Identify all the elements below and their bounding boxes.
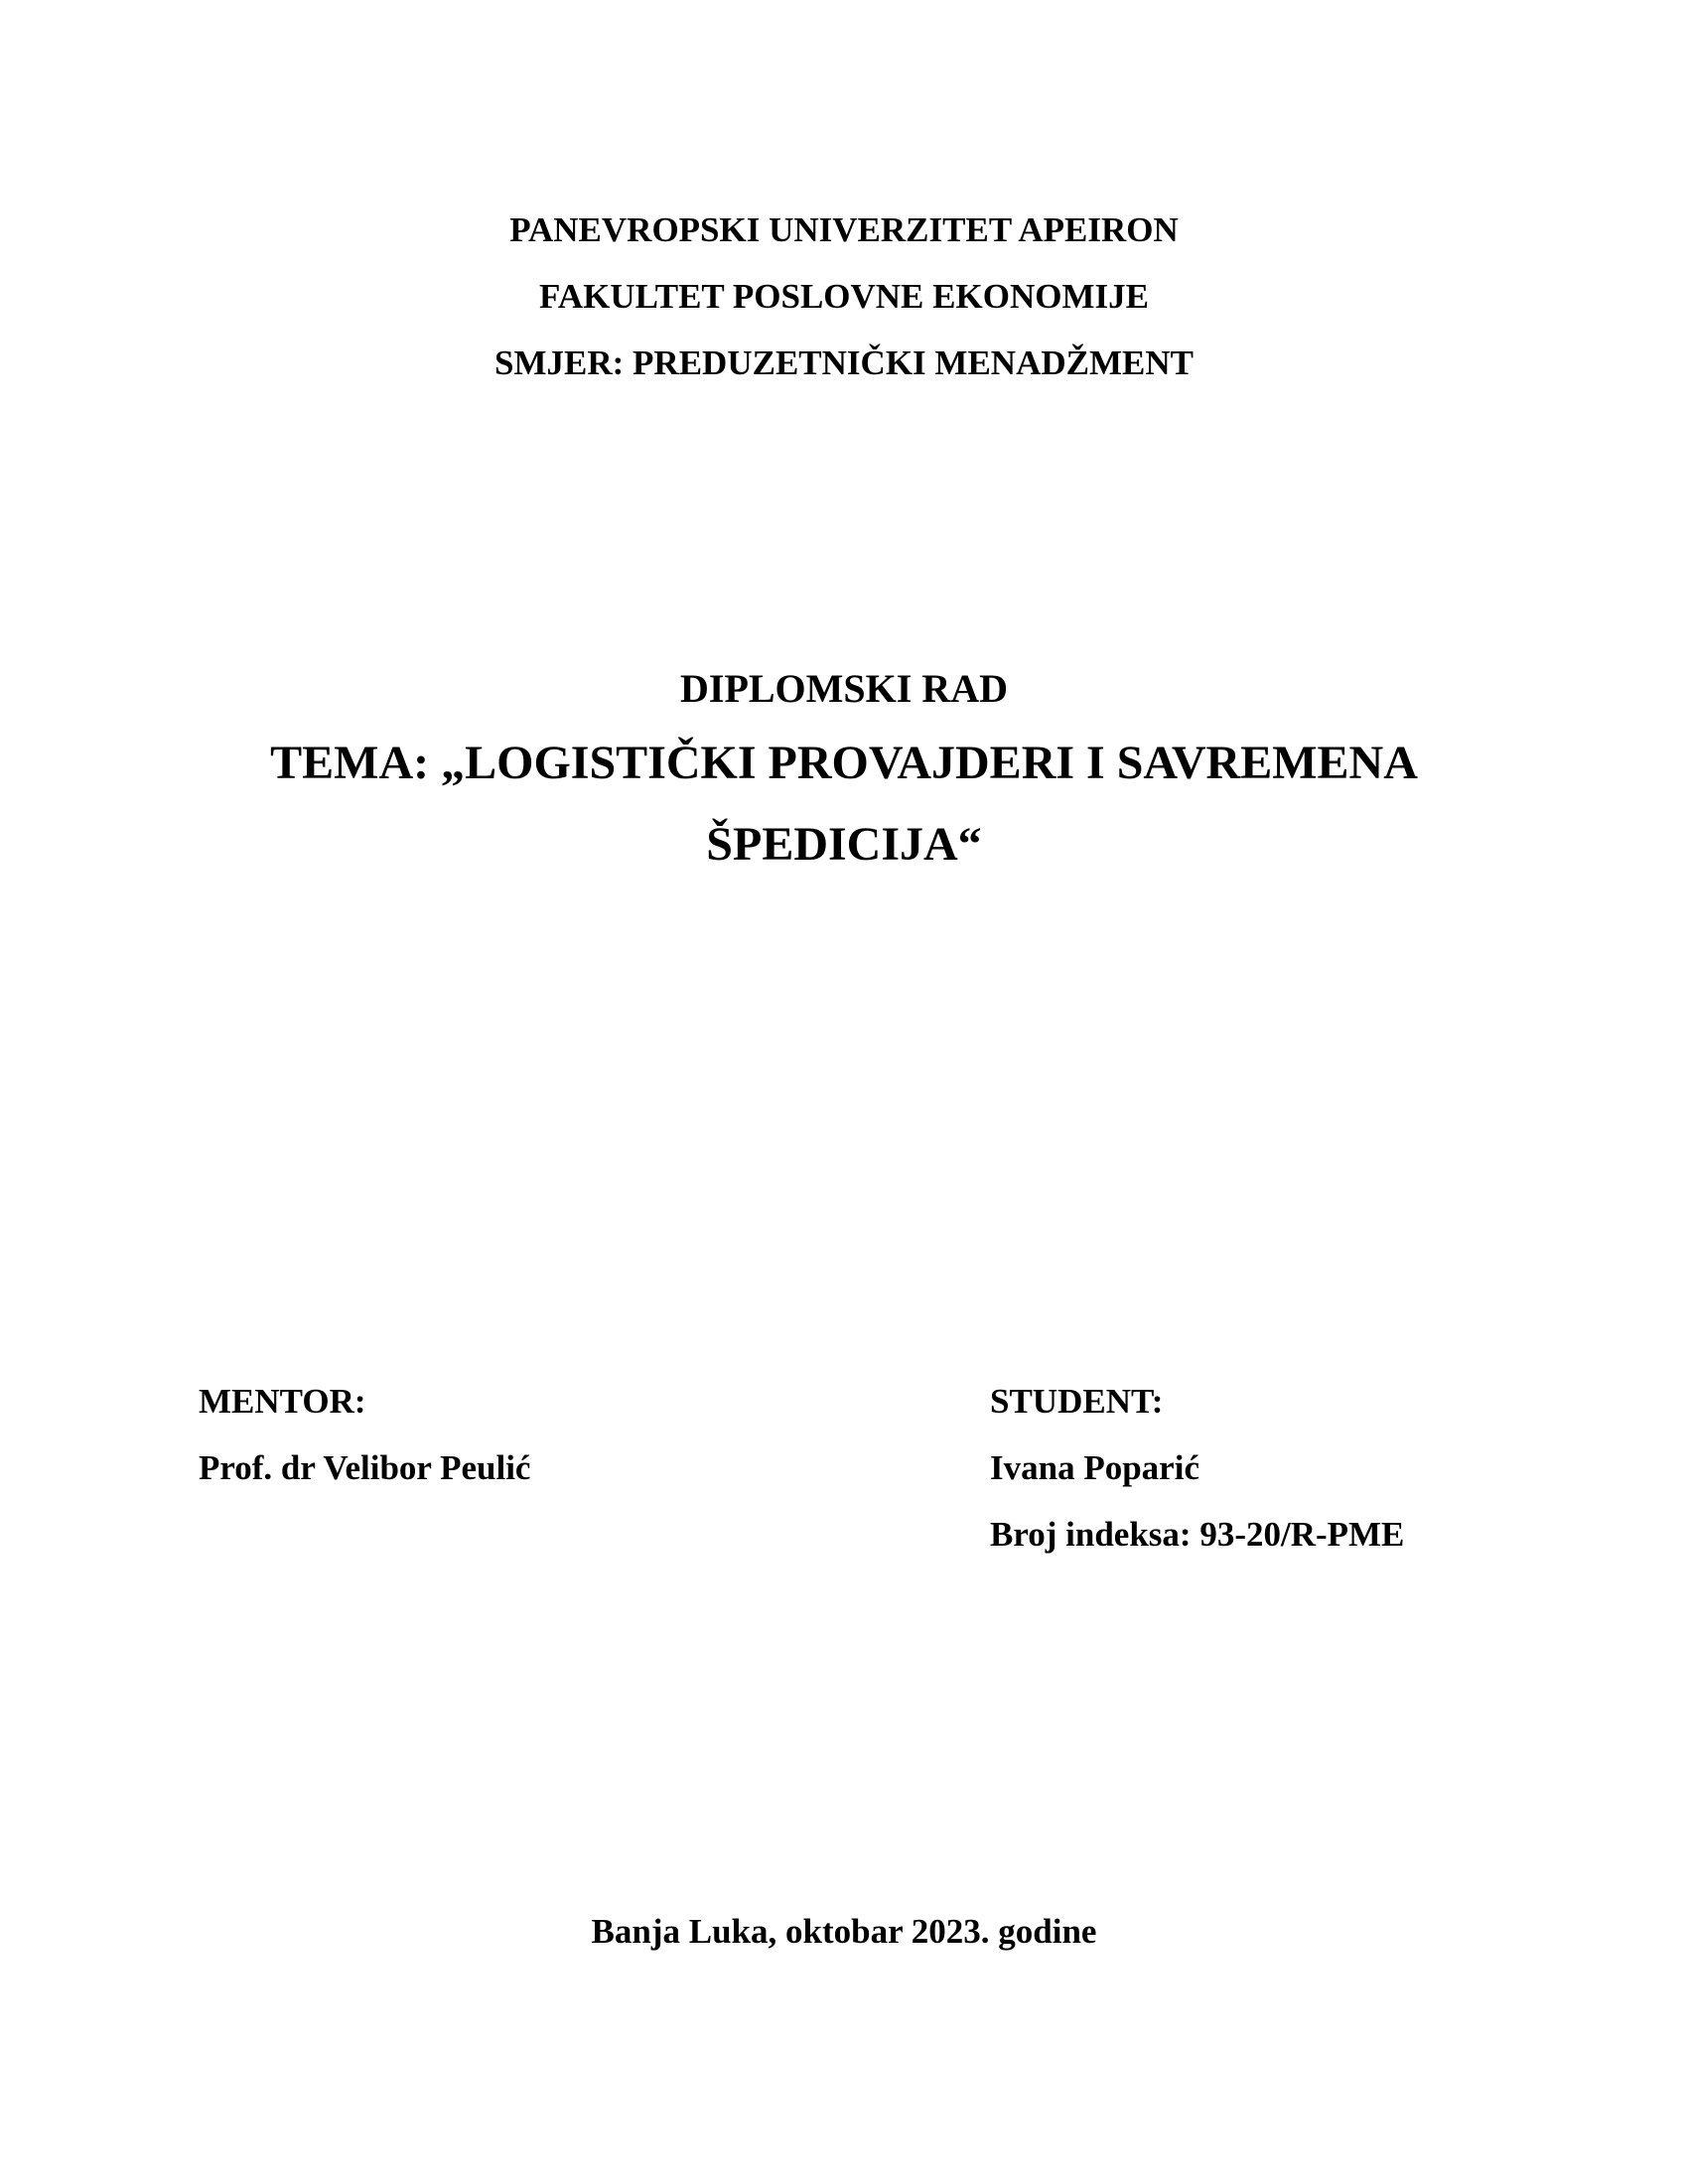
student-index-number: Broj indeksa: 93-20/R-PME (990, 1515, 1405, 1554)
study-major: SMJER: PREDUZETNIČKI MENADŽMENT (494, 343, 1194, 382)
thesis-topic-line-2: ŠPEDICIJA“ (706, 818, 982, 871)
student-name: Ivana Poparić (990, 1448, 1199, 1487)
document-header (0, 197, 1688, 396)
signature-section (0, 1368, 1688, 1567)
place-and-date: Banja Luka, oktobar 2023. godine (591, 1912, 1097, 1951)
thesis-title-block (0, 655, 1688, 886)
thesis-topic (199, 723, 1489, 886)
student-block (990, 1368, 1404, 1568)
mentor-label: MENTOR: (199, 1382, 366, 1421)
faculty-name: FAKULTET POSLOVNE EKONOMIJE (539, 277, 1149, 316)
university-name: PANEVROPSKI UNIVERZITET APEIRON (509, 210, 1179, 249)
thesis-topic-line-1: TEMA: „LOGISTIČKI PROVAJDERI I SAVREMENA (270, 737, 1418, 789)
mentor-block (199, 1368, 530, 1501)
thesis-type: DIPLOMSKI RAD (679, 666, 1009, 711)
student-label: STUDENT: (990, 1382, 1164, 1421)
mentor-name: Prof. dr Velibor Peulić (199, 1448, 531, 1487)
